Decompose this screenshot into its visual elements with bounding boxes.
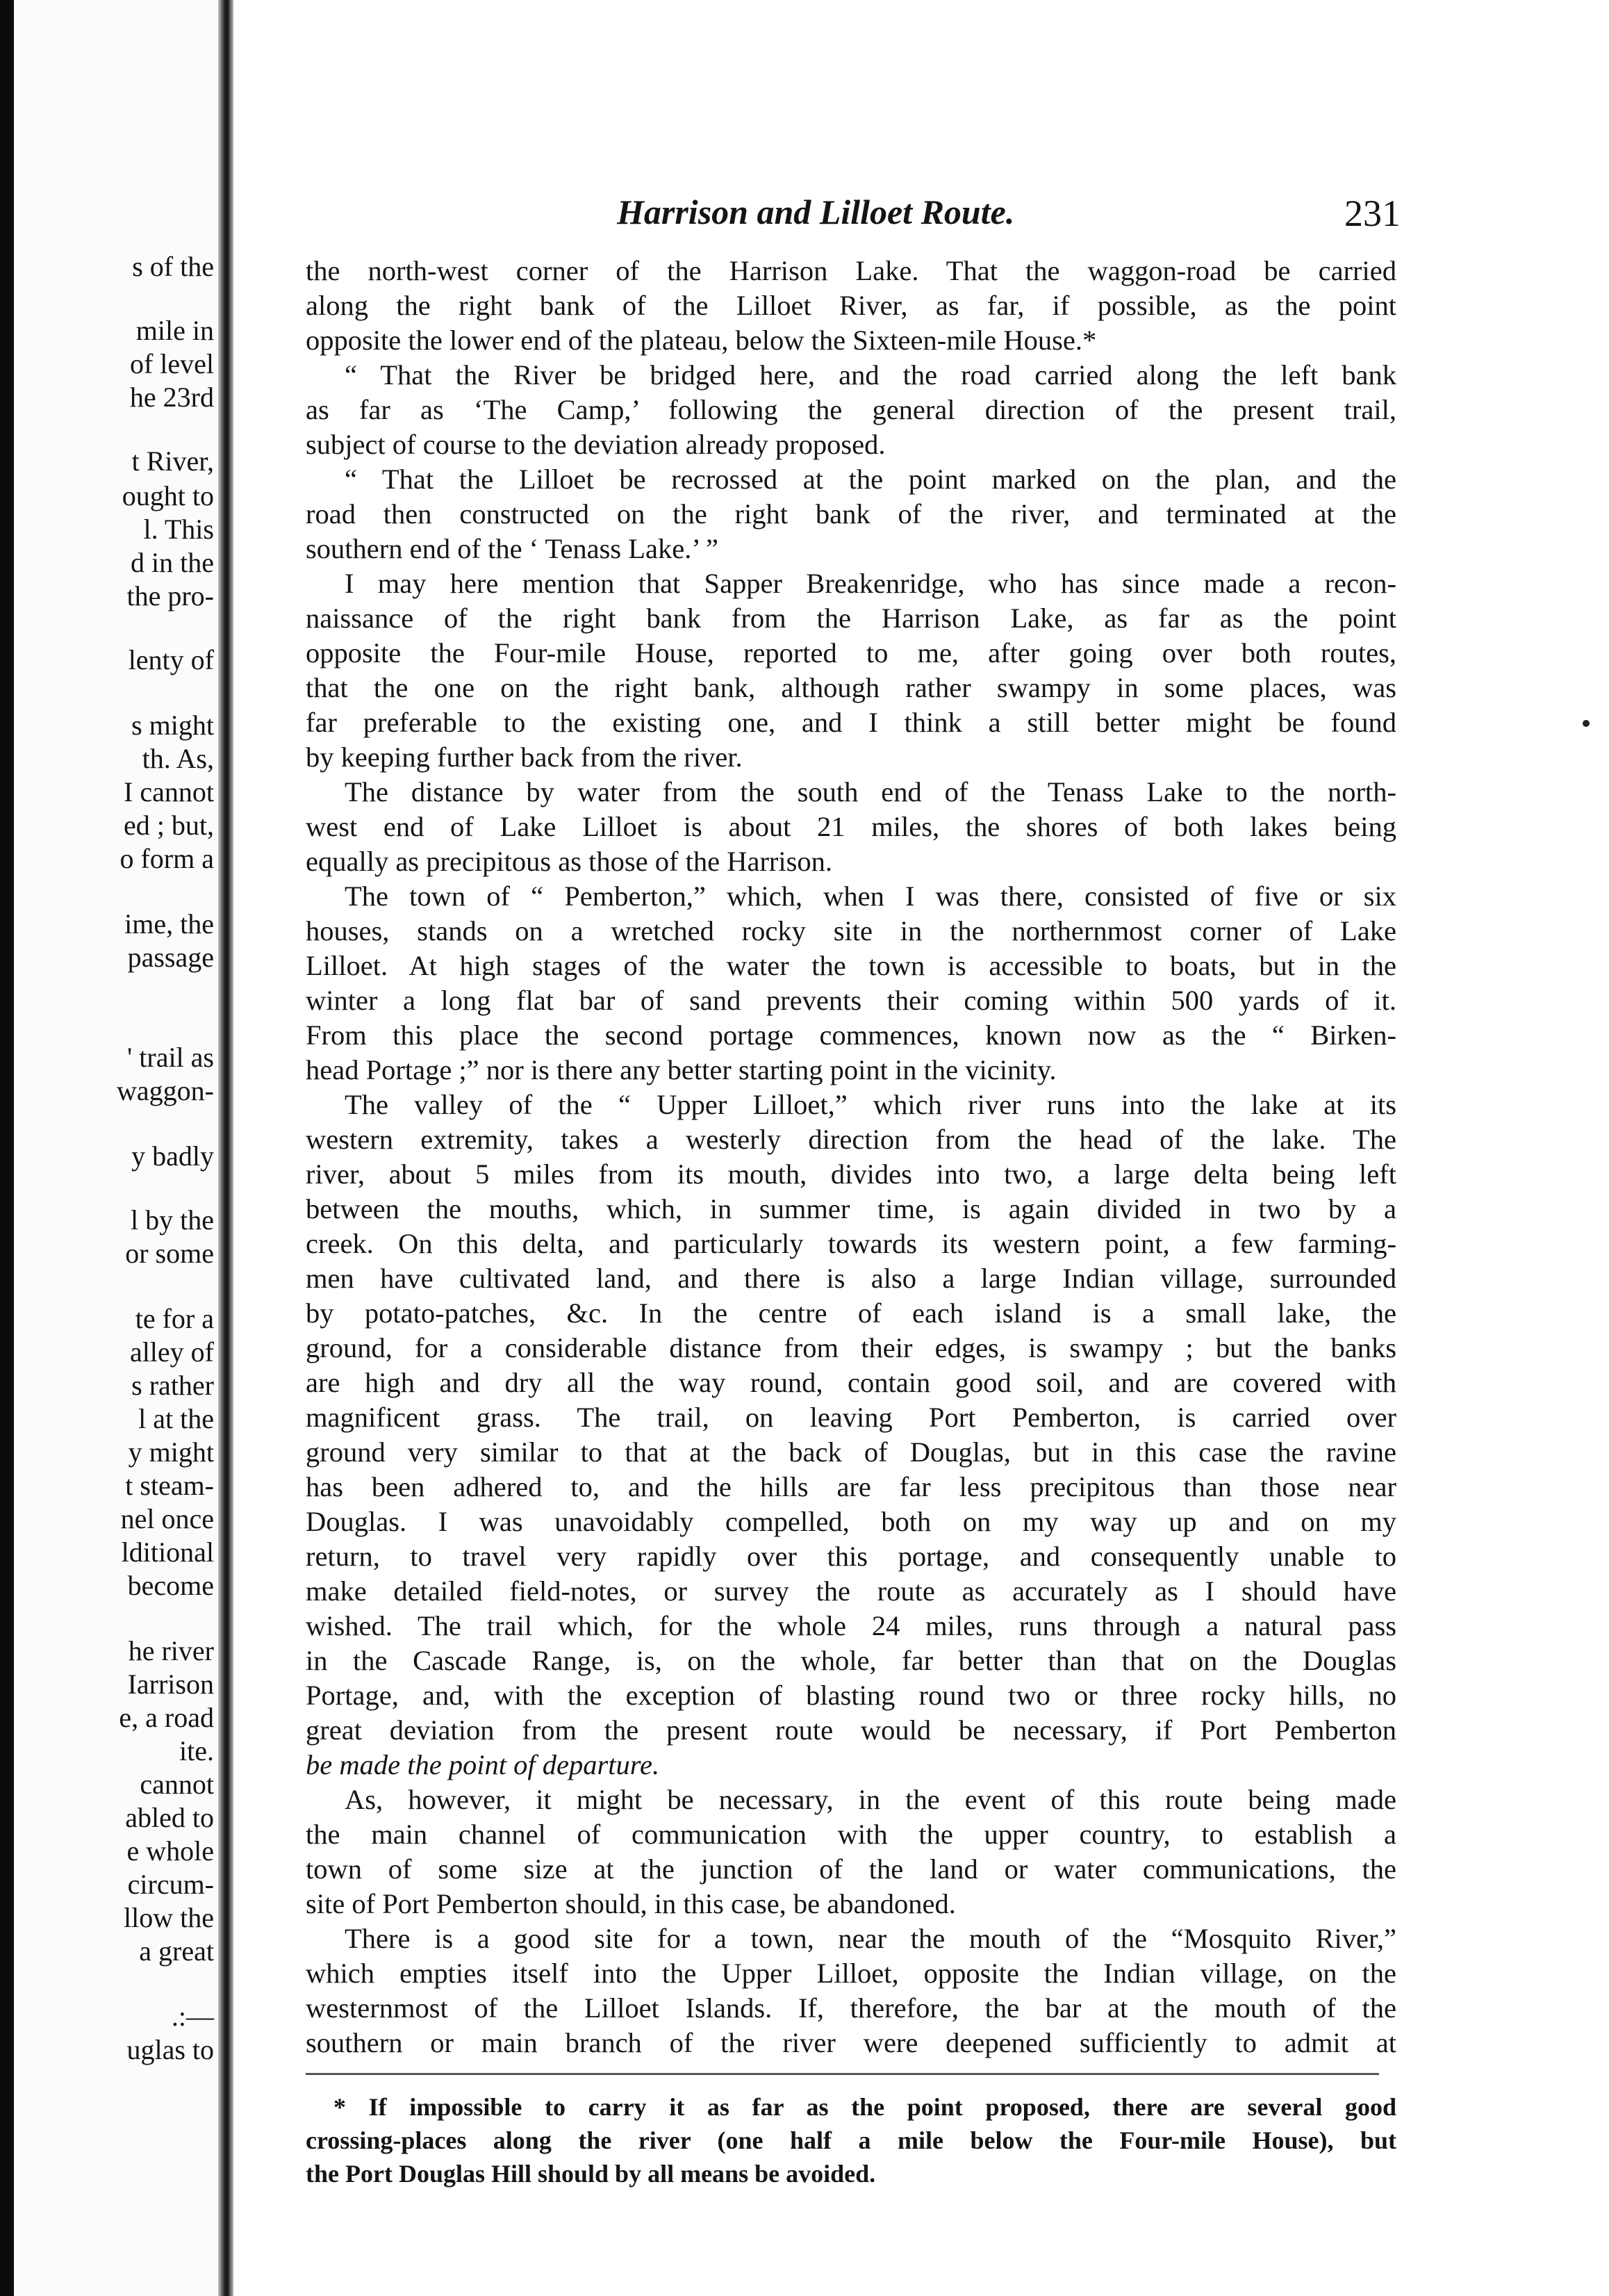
facing-page-line: ite.: [179, 1735, 214, 1766]
running-head: [306, 177, 1401, 240]
text-line: winter a long flat bar of sand prevents their coming within 500 yards of it.: [306, 985, 1396, 1016]
text-line: town of some size at the junction of the land or water communications, the: [306, 1853, 1396, 1885]
text-line: western extremity, takes a westerly direction from the head of the lake. The: [306, 1124, 1396, 1155]
facing-page-line: l at the: [138, 1403, 214, 1434]
text-line: houses, stands on a wretched rocky site in the northernmost corner of Lake: [306, 915, 1396, 946]
facing-page-line: y might: [128, 1436, 214, 1468]
facing-page-line: lenty of: [128, 644, 214, 675]
page-number: 231: [1344, 192, 1401, 234]
facing-page-line: th. As,: [142, 743, 214, 774]
footnote: [306, 2090, 1396, 2190]
text-line: between the mouths, which, in summer time, is again divided in two by a: [306, 1193, 1396, 1224]
facing-page-line: circum-: [127, 1869, 214, 1900]
footnote-rule: [306, 2073, 1379, 2075]
facing-page-fragment: [14, 0, 218, 2296]
text-line: wished. The trail which, for the whole 24 miles, runs through a natural pass: [306, 1610, 1396, 1641]
text-line: magnificent grass. The trail, on leaving Port Pemberton, is carried over: [306, 1402, 1396, 1433]
facing-page-line: s of the: [132, 251, 214, 282]
facing-page-line: of level: [129, 348, 214, 379]
facing-page-line: mile in: [135, 315, 214, 346]
facing-page-line: e whole: [126, 1835, 214, 1867]
facing-page-line: or some: [125, 1238, 214, 1269]
facing-page-line: I cannot: [124, 776, 214, 807]
facing-page-line: ought to: [122, 480, 214, 511]
text-line: road then constructed on the right bank of the river, and terminated at the: [306, 498, 1396, 530]
text-line: west end of Lake Lilloet is about 21 miles, the shores of both lakes being: [306, 811, 1396, 842]
text-line: head Portage ;” nor is there any better starting point in the vicinity.: [306, 1054, 1057, 1085]
text-line: which empties itself into the Upper Lilloet, opposite the Indian village, on the: [306, 1958, 1396, 1989]
text-line: southern or main branch of the river were deepened sufficiently to admit at: [306, 2027, 1396, 2058]
facing-page-line: ' trail as: [127, 1042, 214, 1073]
facing-page-line: become: [127, 1570, 214, 1601]
text-line: From this place the second portage commences, known now as the “ Birken-: [306, 1019, 1396, 1051]
book-page: [306, 177, 1401, 2190]
text-line: river, about 5 miles from its mouth, divides into two, a large delta being left: [306, 1158, 1396, 1190]
facing-page-line: te for a: [135, 1303, 214, 1334]
facing-page-line: cannot: [140, 1769, 214, 1800]
facing-page-line: t River,: [131, 445, 214, 477]
text-line: by keeping further back from the river.: [306, 741, 743, 773]
text-line: As, however, it might be necessary, in the event of this route being made: [345, 1784, 1396, 1815]
text-line: opposite the lower end of the plateau, below the Sixteen-mile House.*: [306, 325, 1097, 356]
facing-page-line: y badly: [131, 1140, 214, 1172]
facing-page-line: l by the: [131, 1204, 214, 1236]
facing-page-line: he river: [128, 1635, 214, 1666]
facing-page-line: passage: [127, 942, 214, 973]
text-line: as far as ‘The Camp,’ following the general direction of the present trail,: [306, 394, 1396, 425]
text-line: Lilloet. At high stages of the water the town is accessible to boats, but in the: [306, 950, 1396, 981]
facing-page-line: s might: [131, 710, 214, 741]
facing-page-line: abled to: [125, 1802, 214, 1833]
facing-page-line: alley of: [129, 1336, 214, 1368]
facing-page-line: s rather: [131, 1370, 214, 1401]
text-line: I may here mention that Sapper Breakenridge, who has since made a recon-: [345, 568, 1396, 599]
facing-page-line: uglas to: [126, 2034, 214, 2065]
facing-page-line: ime, the: [124, 908, 214, 940]
text-line: opposite the Four-mile House, reported to me, after going over both routes,: [306, 637, 1396, 669]
footnote-line: crossing-places along the river (one half a mile below the Four-mile House), but: [306, 2126, 1396, 2154]
running-title: Harrison and Lilloet Route.: [617, 192, 1015, 231]
text-line: naissance of the right bank from the Harrison Lake, as far as the point: [306, 602, 1396, 634]
text-line: ground, for a considerable distance from their edges, is swampy ; but the banks: [306, 1332, 1396, 1363]
text-line: Douglas. I was unavoidably compelled, both on my way up and on my: [306, 1506, 1396, 1537]
facing-page-line: the pro-: [126, 580, 214, 612]
text-line: equally as precipitous as those of the Harrison.: [306, 846, 833, 877]
scan-edge: [0, 0, 14, 2296]
facing-page-line: d in the: [131, 547, 214, 578]
text-line: be made the point of departure.: [306, 1749, 660, 1780]
facing-page-line: llow the: [124, 1902, 214, 1933]
facing-page-line: waggon-: [117, 1075, 214, 1106]
facing-page-line: e, a road: [119, 1702, 214, 1733]
text-line: subject of course to the deviation already proposed.: [306, 429, 886, 460]
text-line: ground very similar to that at the back of Douglas, but in this case the ravine: [306, 1436, 1396, 1468]
facing-page-line: .:—: [171, 2001, 214, 2032]
body-text: [306, 254, 1396, 2060]
facing-page-line: o form a: [119, 843, 214, 874]
text-line: far preferable to the existing one, and I think a still better might be found: [306, 707, 1396, 738]
text-line: The valley of the “ Upper Lilloet,” which river runs into the lake at its: [345, 1089, 1396, 1120]
text-line: the main channel of communication with the upper country, to establish a: [306, 1819, 1396, 1850]
footnote-line: the Port Douglas Hill should by all means be avoided.: [306, 2160, 876, 2188]
facing-page-line: t steam-: [125, 1470, 214, 1501]
text-line: are high and dry all the way round, contain good soil, and are covered with: [306, 1367, 1396, 1398]
facing-page-line: l. This: [143, 514, 214, 545]
text-line: great deviation from the present route would be necessary, if Port Pemberton: [306, 1714, 1396, 1746]
facing-page-line: Iarrison: [127, 1668, 214, 1700]
text-line: in the Cascade Range, is, on the whole, far better than that on the Douglas: [306, 1645, 1396, 1676]
text-line: men have cultivated land, and there is also a large Indian village, surrounded: [306, 1263, 1396, 1294]
text-line: westernmost of the Lilloet Islands. If, therefore, the bar at the mouth of the: [306, 1992, 1396, 2024]
text-line: “ That the River be bridged here, and the road carried along the left bank: [345, 359, 1396, 391]
text-line: The town of “ Pemberton,” which, when I was there, consisted of five or six: [345, 880, 1396, 912]
text-line: Portage, and, with the exception of blasting round two or three rocky hills, no: [306, 1680, 1396, 1711]
text-line: creek. On this delta, and particularly towards its western point, a few farming-: [306, 1228, 1396, 1259]
text-line: There is a good site for a town, near the mouth of the “Mosquito River,”: [345, 1923, 1396, 1954]
text-line: by potato-patches, &c. In the centre of each island is a small lake, the: [306, 1297, 1396, 1329]
text-line: site of Port Pemberton should, in this case, be abandoned.: [306, 1888, 956, 1919]
facing-page-line: he 23rd: [129, 382, 214, 413]
text-line: the north-west corner of the Harrison Lake. That the waggon-road be carried: [306, 255, 1396, 286]
text-line: make detailed field-notes, or survey the route as accurately as I should have: [306, 1575, 1396, 1607]
text-line: along the right bank of the Lilloet River, as far, if possible, as the point: [306, 290, 1396, 321]
facing-page-line: nel once: [120, 1503, 214, 1534]
facing-page-line: ed ; but,: [124, 810, 214, 841]
book-gutter: [218, 0, 233, 2296]
margin-dot: [1583, 720, 1590, 727]
text-line: “ That the Lilloet be recrossed at the point marked on the plan, and the: [345, 464, 1396, 495]
text-line: has been adhered to, and the hills are far less precipitous than those near: [306, 1471, 1396, 1502]
text-line: The distance by water from the south end of the Tenass Lake to the north-: [345, 776, 1396, 807]
text-line: that the one on the right bank, although rather swampy in some places, was: [306, 672, 1396, 703]
text-line: southern end of the ‘ Tenass Lake.’ ”: [306, 533, 718, 564]
text-line: return, to travel very rapidly over this portage, and consequently unable to: [306, 1541, 1396, 1572]
facing-page-line: a great: [139, 1935, 214, 1967]
facing-page-line: lditional: [121, 1536, 214, 1568]
footnote-line: * If impossible to carry it as far as the point proposed, there are several good: [333, 2093, 1396, 2121]
